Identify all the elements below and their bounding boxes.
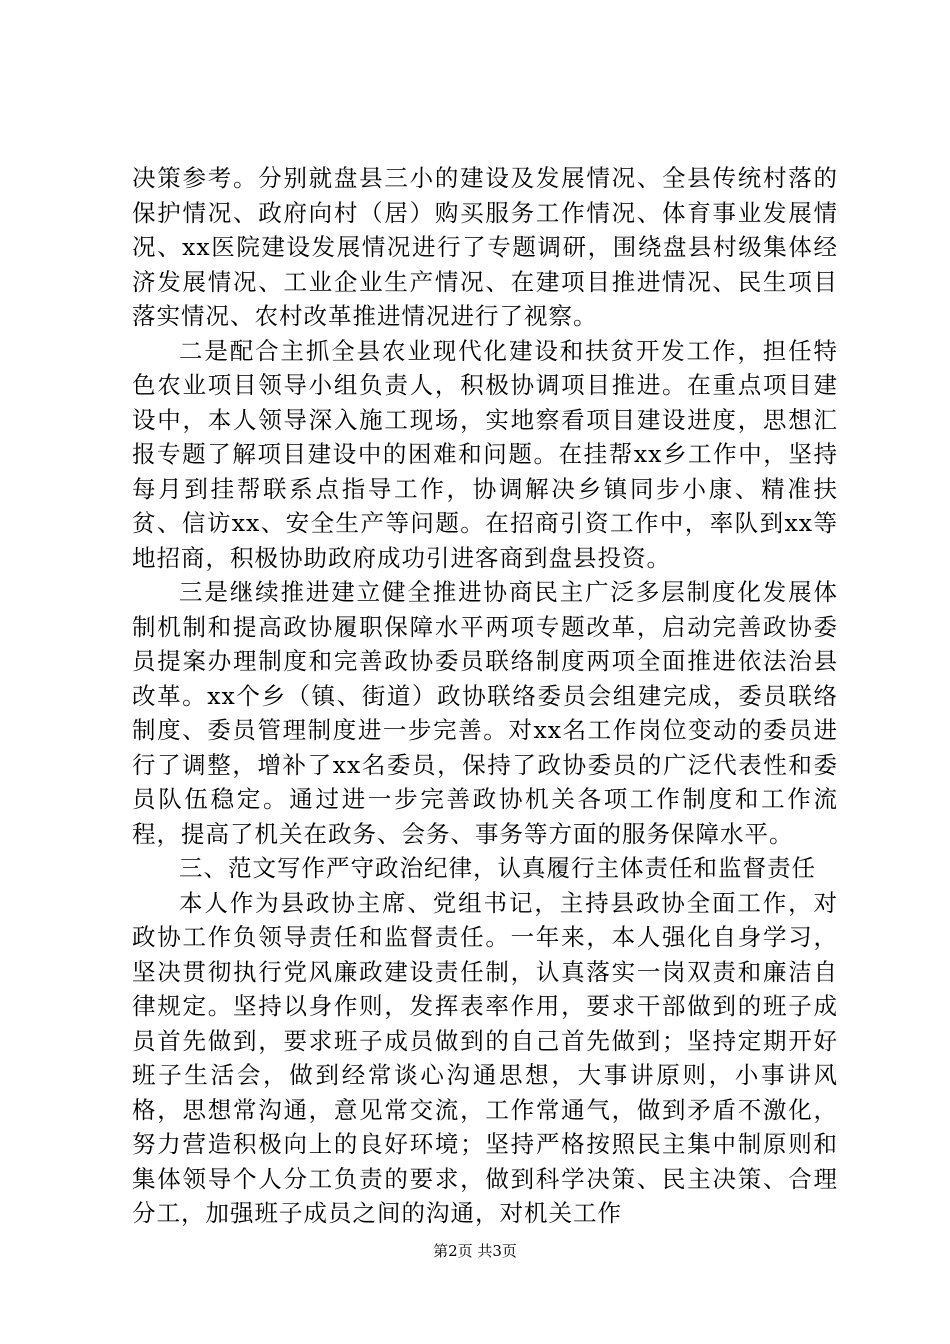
paragraph-responsibility: 本人作为县政协主席、党组书记，主持县政协全面工作，对政协工作负领导责任和监督责任。一年来，本人强化自身学习，坚决贯彻执行党风廉政建设责任制，认真落实一岗双责和廉洁自律规定。坚持以身作则，发挥表率作用，要求干部做到的班子成员首先做到，要求班子成员做到的自己首先做到；坚持定期开好班子生活会，做到经常谈心沟通思想，大事讲原则，小事讲风格，思想常沟通，意见常交流，工作常通气，做到矛盾不激化，努力营造积极向上的良好环境；坚持严格按照民主集中制原则和集体领导个人分工负责的要求，做到科学决策、民主决策、合理分工，加强班子成员之间的沟通，对机关工作 <box>132 888 838 1227</box>
paragraph-agriculture: 二是配合主抓全县农业现代化建设和扶贫开发工作，担任特色农业项目领导小组负责人，积极协调项目推进。在重点项目建设中，本人领导深入施工现场，实地察看项目建设进度，思想汇报专题了解项目建设中的困难和问题。在挂帮xx乡工作中，坚持每月到挂帮联系点指导工作，协调解决乡镇同步小康、精准扶贫、信访xx、安全生产等问题。在招商引资工作中，率队到xx等地招商，积极协助政府成功引进客商到盘县投资。 <box>132 336 838 572</box>
page-number: 第2页 共3页 <box>433 1242 517 1260</box>
paragraph-reform: 三是继续推进建立健全推进协商民主广泛多层制度化发展体制机制和提高政协履职保障水平两项专题改革，启动完善政协委员提案办理制度和完善政协委员联络制度两项全面推进依法治县改革。xx个乡（镇、街道）政协联络委员会组建完成，委员联络制度、委员管理制度进一步完善。对xx名工作岗位变动的委员进行了调整，增补了xx名委员，保持了政协委员的广泛代表性和委员队伍稳定。通过进一步完善政协机关各项工作制度和工作流程，提高了机关在政务、会务、事务等方面的服务保障水平。 <box>132 578 838 848</box>
section-heading: 三、范文写作严守政治纪律，认真履行主体责任和监督责任 <box>179 854 816 882</box>
paragraph-continuation: 决策参考。分别就盘县三小的建设及发展情况、全县传统村落的保护情况、政府向村（居）购买服务工作情况、体育事业发展情况、xx医院建设发展情况进行了专题调研，围绕盘县村级集体经济发展情况、工业企业生产情况、在建项目推进情况、民生项目落实情况、农村改革推进情况进行了视察。 <box>132 164 838 330</box>
document-body <box>132 161 838 1231</box>
